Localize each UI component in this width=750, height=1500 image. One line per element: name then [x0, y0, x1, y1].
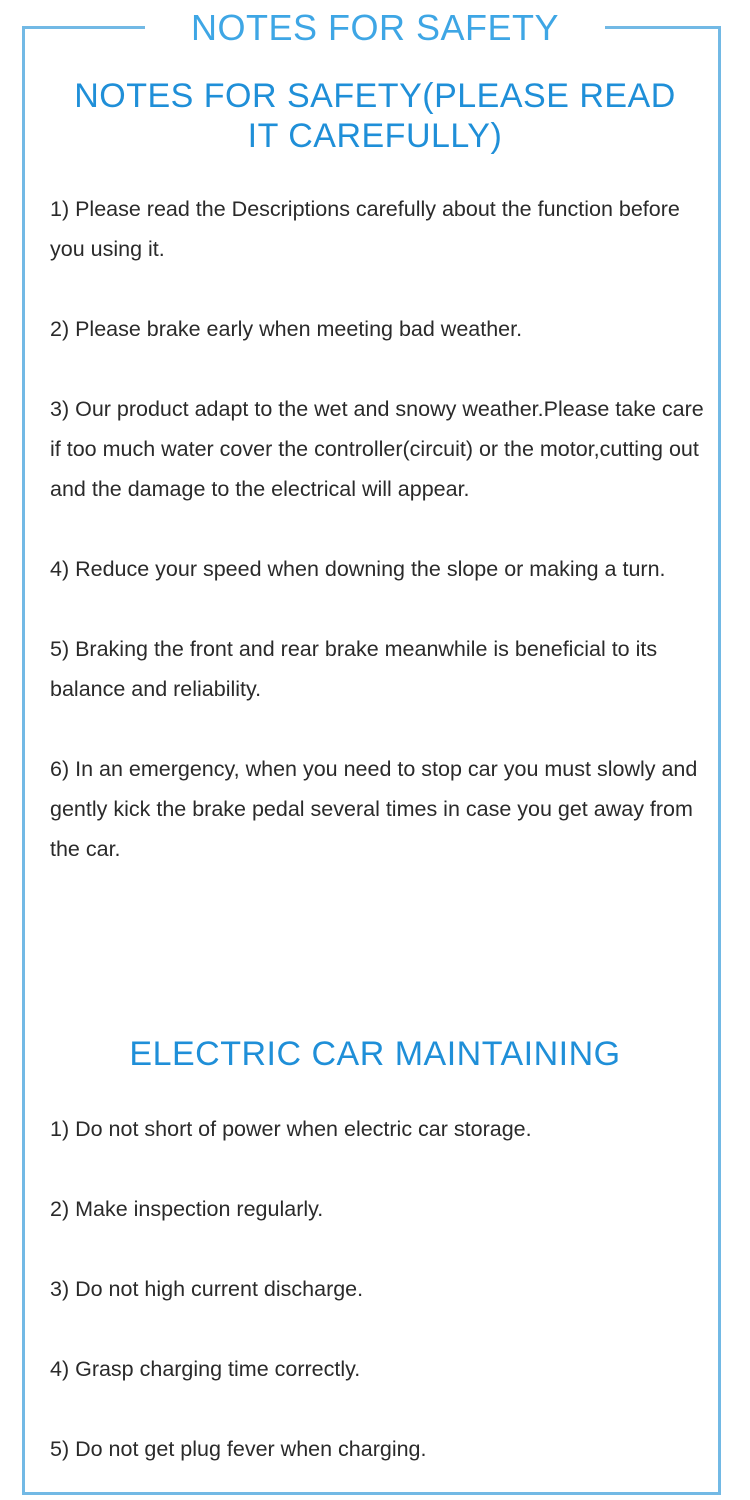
- safety-note-6: 6) In an emergency, when you need to stop car you must slowly and gently kick the brake pedal several times in case you get away from the car.: [50, 757, 698, 861]
- safety-heading: [40, 76, 710, 156]
- maintaining-item-4: 4) Grasp charging time correctly.: [50, 1357, 361, 1381]
- safety-note-2: 2) Please brake early when meeting bad weather.: [50, 317, 523, 341]
- maintaining-list: [50, 1109, 715, 1469]
- safety-note-1: 1) Please read the Descriptions carefully about the function before you using it.: [50, 197, 680, 261]
- safety-note-4: 4) Reduce your speed when downing the slope or making a turn.: [50, 557, 666, 581]
- maintaining-item-3: 3) Do not high current discharge.: [50, 1277, 364, 1301]
- maintaining-item-5: 5) Do not get plug fever when charging.: [50, 1437, 427, 1461]
- maintaining-item-1: 1) Do not short of power when electric car storage.: [50, 1117, 532, 1141]
- safety-notes-list: [50, 189, 715, 869]
- safety-heading-line-2: IT CAREFULLY): [247, 117, 503, 155]
- safety-note-5: 5) Braking the front and rear brake meanwhile is beneficial to its balance and reliability.: [50, 637, 658, 701]
- safety-heading-line-1: NOTES FOR SAFETY(PLEASE READ: [74, 77, 676, 115]
- frame-title-wrap: [0, 6, 750, 50]
- maintaining-item-2: 2) Make inspection regularly.: [50, 1197, 324, 1221]
- safety-note-3: 3) Our product adapt to the wet and snowy weather.Please take care if too much water cover the controller(circuit) or the motor,cutting out and the damage to the electrical will appear.: [50, 397, 704, 501]
- maintaining-heading: ELECTRIC CAR MAINTAINING: [129, 1035, 621, 1073]
- frame-title: NOTES FOR SAFETY: [145, 6, 605, 50]
